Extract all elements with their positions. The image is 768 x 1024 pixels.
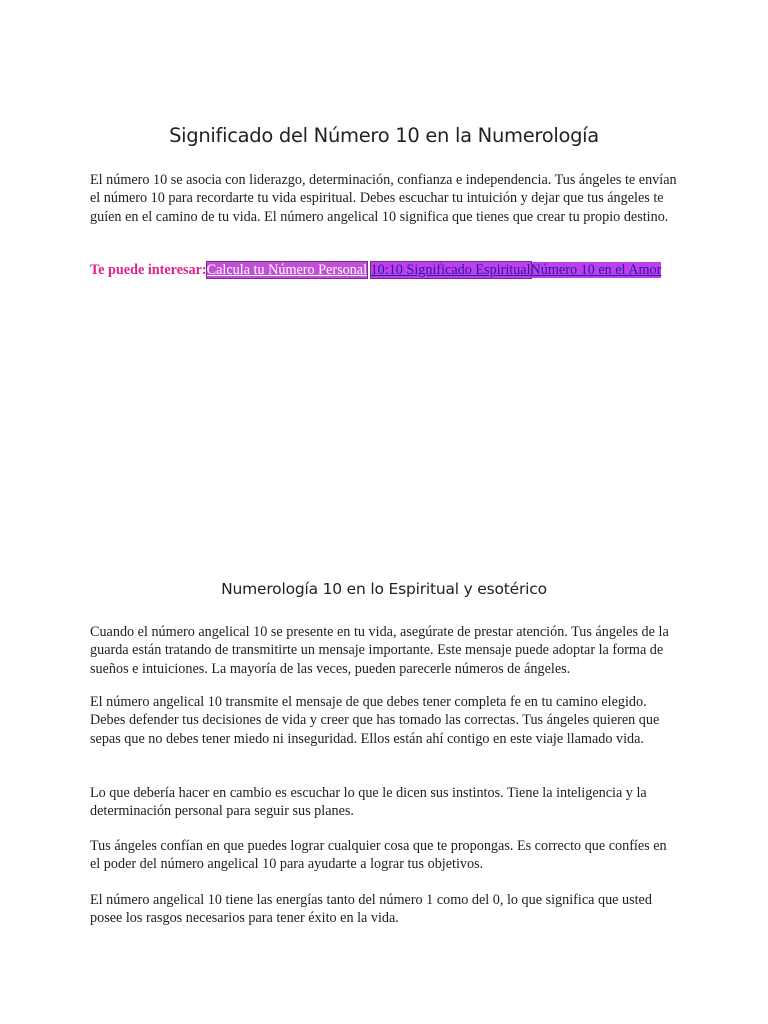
body-paragraph: Tus ángeles confían en que puedes lograr cualquier cosa que te propongas. Es correcto que confíes en el poder del número angelical 10 para ayudarte a lograr tus objetivos. — [90, 838, 667, 873]
section-title: Numerología 10 en lo Espiritual y esotérico — [221, 580, 547, 598]
body-paragraph: El número angelical 10 transmite el mensaje de que debes tener completa fe en tu camino elegido. Debes defender tus decisiones de vida y creer que has tomado las correctas. Tus ángeles quieren que sepas que no debes tener miedo ni inseguridad. Ellos están ahí contigo en este viaje llamado vida. — [90, 694, 660, 747]
link-numero-10-amor[interactable]: Número 10 en el Amor — [530, 262, 662, 278]
intro-paragraph: El número 10 se asocia con liderazgo, determinación, confianza e independencia. Tus ángeles te envían el número 10 para recordarte tu vida espiritual. Debes escuchar tu intuición y dejar que tus ángeles te guíen en el camino de tu vida. El número angelical 10 significa que tienes que crear tu propio destino. — [90, 172, 677, 225]
body-paragraph: Cuando el número angelical 10 se presente en tu vida, asegúrate de prestar atención. Tus ángeles de la guarda están tratando de transmitirte un mensaje importante. Este mensaje puede adoptar la forma de sueños e intuiciones. La mayoría de las veces, pueden parecerle números de ángeles. — [90, 624, 669, 677]
related-links — [90, 261, 680, 279]
body-paragraph: El número angelical 10 tiene las energías tanto del número 1 como del 0, lo que significa que usted posee los rasgos necesarios para tener éxito en la vida. — [90, 892, 652, 927]
body-paragraph: Lo que debería hacer en cambio es escuchar lo que le dicen sus instintos. Tiene la inteligencia y la determinación personal para seguir sus planes. — [90, 785, 647, 820]
link-calcula-numero-personal[interactable]: Calcula tu Número Personal — [206, 262, 368, 278]
related-label: Te puede interesar: — [90, 262, 207, 278]
link-1010-significado-espiritual[interactable]: 10:10 Significado Espiritual — [370, 262, 531, 278]
page-title: Significado del Número 10 en la Numerología — [169, 124, 599, 147]
